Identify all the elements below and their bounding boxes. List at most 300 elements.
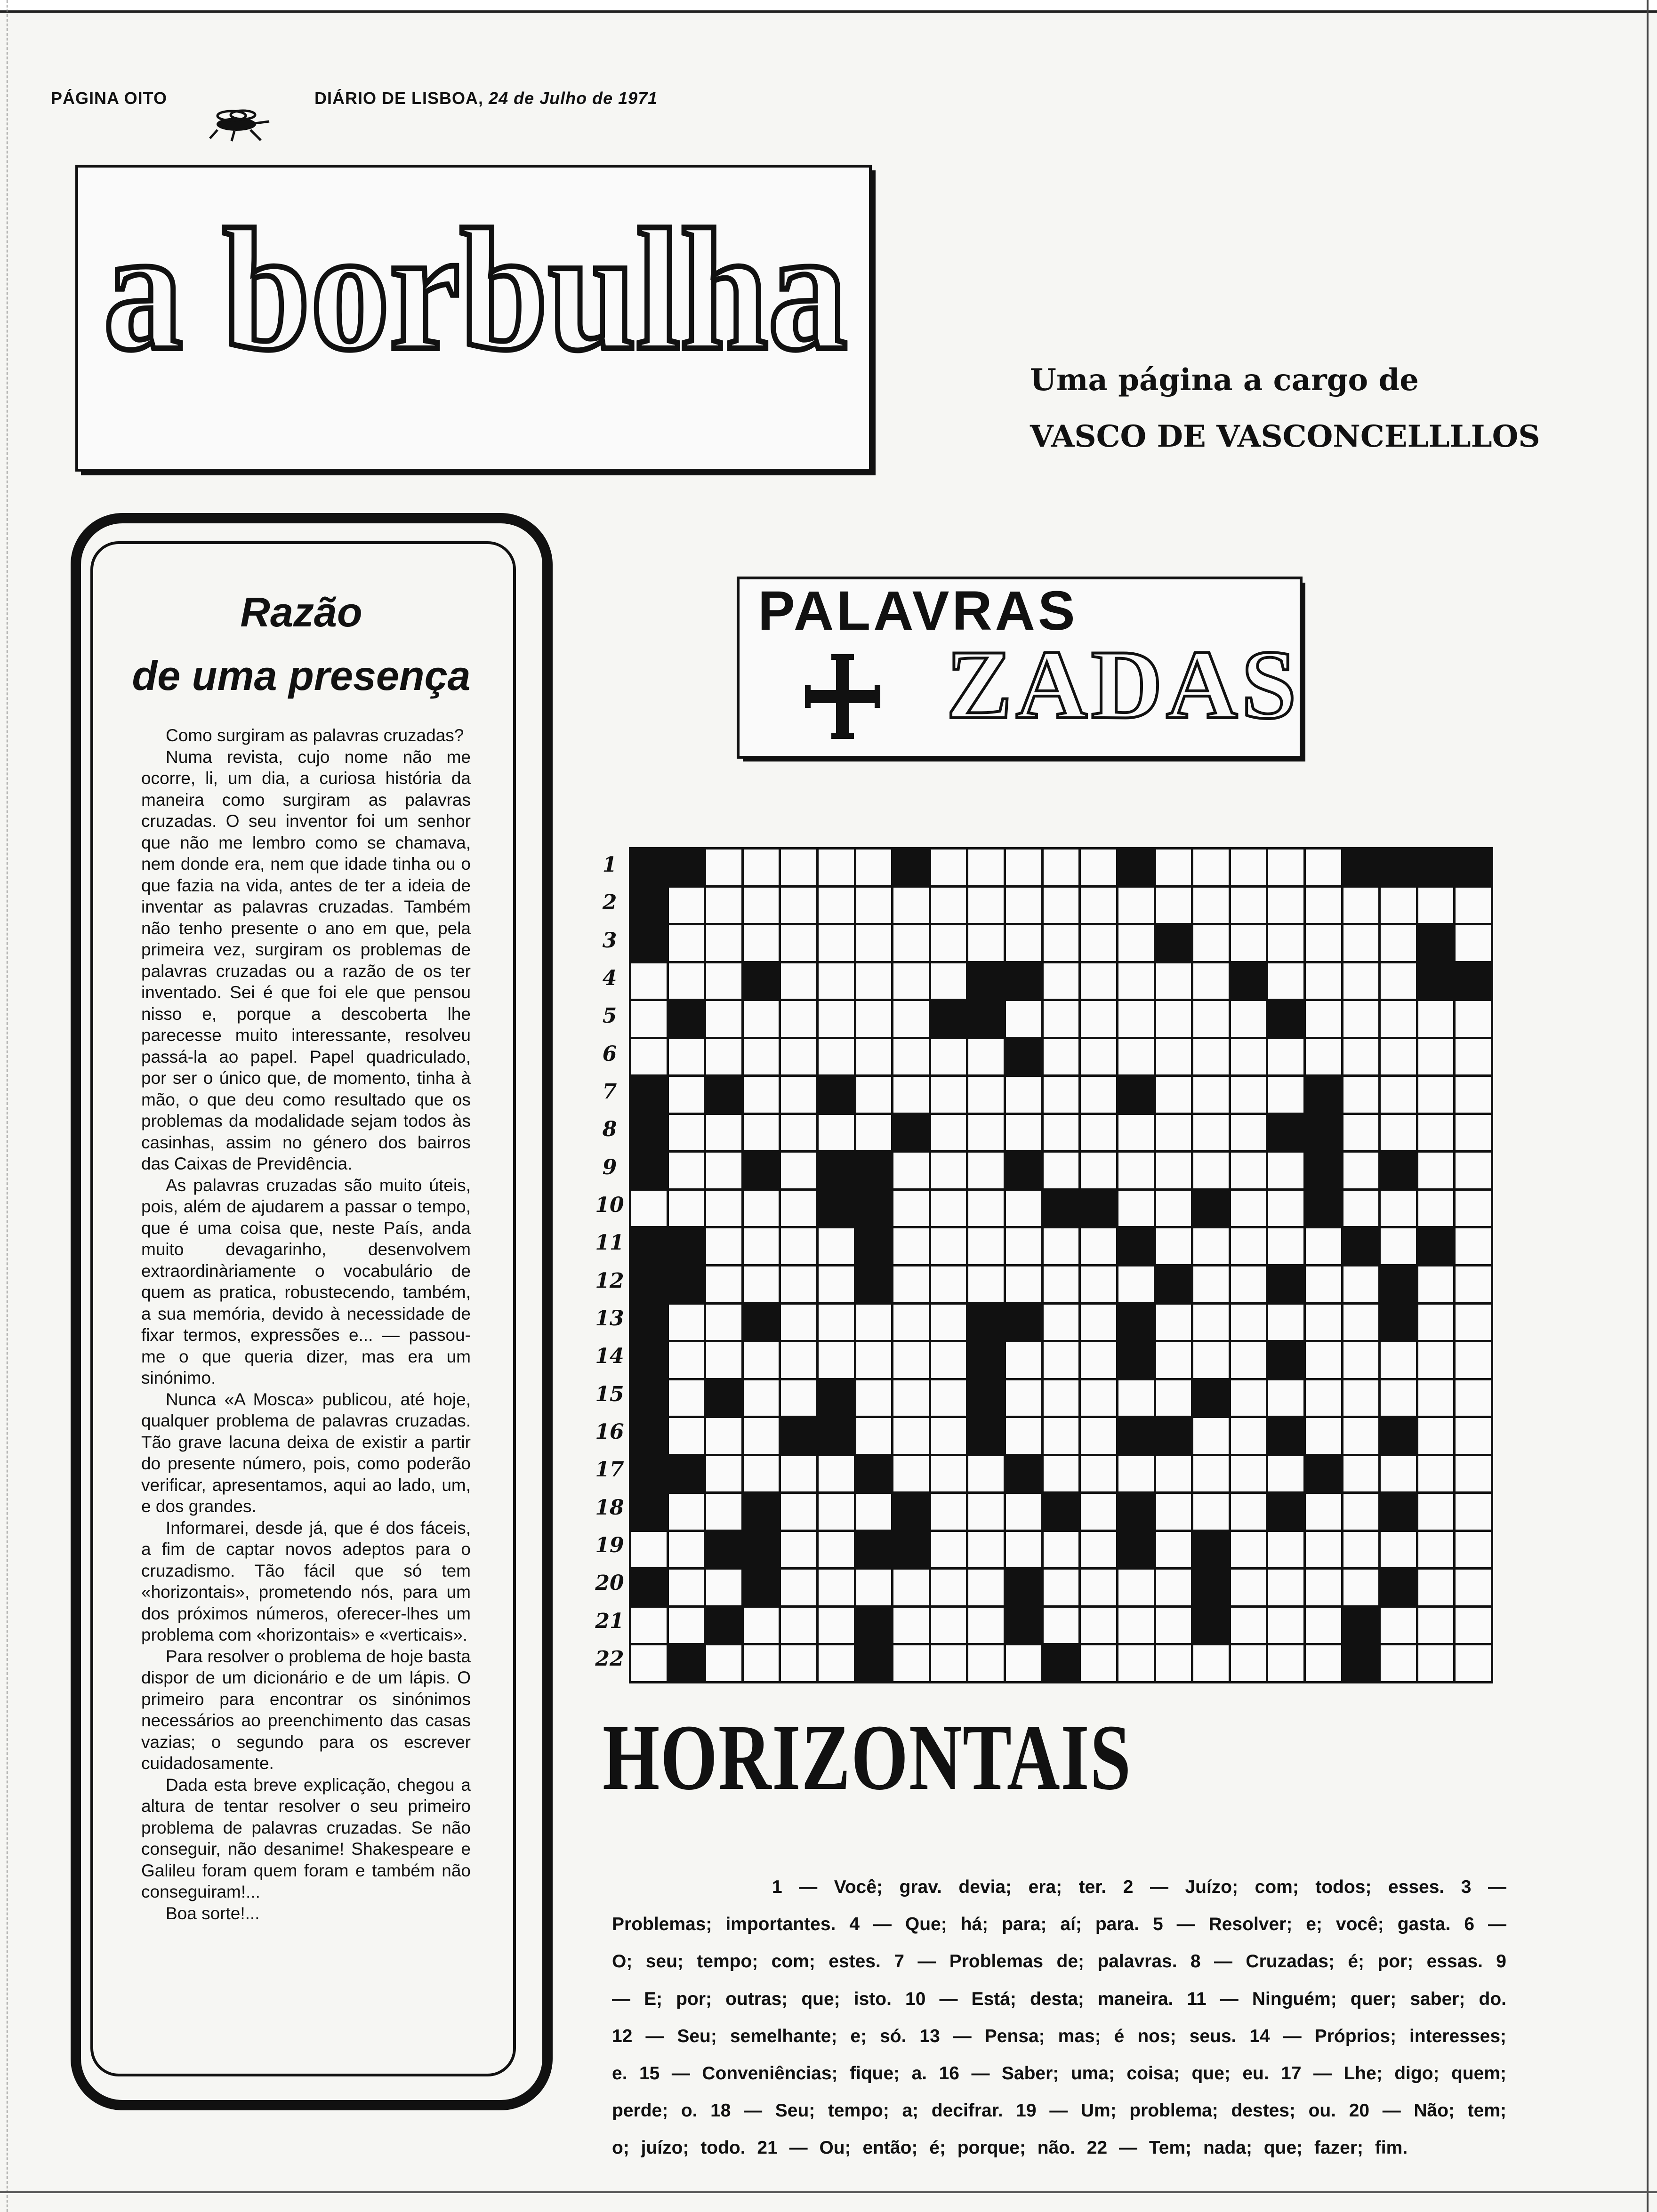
grid-cell[interactable] [819,1342,854,1378]
grid-cell[interactable] [1006,1532,1041,1568]
grid-cell[interactable] [1343,1039,1379,1075]
grid-cell[interactable] [1118,1645,1154,1681]
grid-cell[interactable] [1193,1342,1229,1378]
grid-cell[interactable] [1231,925,1266,961]
grid-cell[interactable] [1418,1608,1454,1643]
grid-cell[interactable] [744,1191,779,1226]
grid-cell[interactable] [1343,1077,1379,1113]
grid-cell[interactable] [706,1342,741,1378]
grid-cell[interactable] [781,888,816,923]
grid-cell[interactable] [1231,1115,1266,1151]
grid-cell[interactable] [669,1191,704,1226]
grid-cell[interactable] [1231,1645,1266,1681]
grid-cell[interactable] [706,925,741,961]
grid-cell[interactable] [1044,888,1079,923]
grid-cell[interactable] [893,963,929,999]
grid-cell[interactable] [1081,1456,1116,1492]
grid-cell[interactable] [1156,1494,1191,1530]
grid-cell[interactable] [706,1456,741,1492]
grid-cell[interactable] [968,1039,1004,1075]
grid-cell[interactable] [1193,1115,1229,1151]
grid-cell[interactable] [669,1115,704,1151]
grid-cell[interactable] [893,925,929,961]
grid-cell[interactable] [1081,850,1116,885]
grid-cell[interactable] [1343,1001,1379,1037]
grid-cell[interactable] [1381,963,1416,999]
grid-cell[interactable] [1231,1342,1266,1378]
grid-cell[interactable] [1193,963,1229,999]
grid-cell[interactable] [1081,1228,1116,1264]
grid-cell[interactable] [1081,1266,1116,1302]
grid-cell[interactable] [669,1380,704,1416]
grid-cell[interactable] [1306,1039,1341,1075]
grid-cell[interactable] [1418,1645,1454,1681]
grid-cell[interactable] [893,1039,929,1075]
grid-cell[interactable] [1343,1532,1379,1568]
grid-cell[interactable] [1231,1380,1266,1416]
grid-cell[interactable] [1081,1342,1116,1378]
grid-cell[interactable] [1081,1494,1116,1530]
grid-cell[interactable] [1081,1645,1116,1681]
grid-cell[interactable] [856,888,892,923]
grid-cell[interactable] [781,1608,816,1643]
grid-cell[interactable] [1231,1418,1266,1454]
grid-cell[interactable] [893,1608,929,1643]
grid-cell[interactable] [931,1532,966,1568]
grid-cell[interactable] [1081,888,1116,923]
grid-cell[interactable] [856,1039,892,1075]
grid-cell[interactable] [781,1456,816,1492]
grid-cell[interactable] [1306,1305,1341,1340]
grid-cell[interactable] [669,963,704,999]
grid-cell[interactable] [1343,1380,1379,1416]
grid-cell[interactable] [931,1305,966,1340]
grid-cell[interactable] [1231,1608,1266,1643]
grid-cell[interactable] [1343,1191,1379,1226]
grid-cell[interactable] [1456,1115,1491,1151]
grid-cell[interactable] [1418,1077,1454,1113]
grid-cell[interactable] [893,1228,929,1264]
grid-cell[interactable] [1418,1039,1454,1075]
grid-cell[interactable] [1081,963,1116,999]
grid-cell[interactable] [631,1532,667,1568]
grid-cell[interactable] [1381,1608,1416,1643]
grid-cell[interactable] [669,1494,704,1530]
grid-cell[interactable] [1081,1115,1116,1151]
grid-cell[interactable] [631,1191,667,1226]
grid-cell[interactable] [1418,888,1454,923]
grid-cell[interactable] [1456,1645,1491,1681]
grid-cell[interactable] [931,1570,966,1605]
grid-cell[interactable] [968,1532,1004,1568]
grid-cell[interactable] [706,1001,741,1037]
grid-cell[interactable] [1456,1342,1491,1378]
grid-cell[interactable] [1044,850,1079,885]
grid-cell[interactable] [1118,1380,1154,1416]
grid-cell[interactable] [1044,1266,1079,1302]
grid-cell[interactable] [1193,1645,1229,1681]
grid-cell[interactable] [669,1418,704,1454]
grid-cell[interactable] [1081,1077,1116,1113]
grid-cell[interactable] [1343,925,1379,961]
grid-cell[interactable] [1306,1001,1341,1037]
grid-cell[interactable] [669,1608,704,1643]
grid-cell[interactable] [706,1418,741,1454]
grid-cell[interactable] [1306,925,1341,961]
grid-cell[interactable] [1343,1418,1379,1454]
grid-cell[interactable] [1456,1608,1491,1643]
grid-cell[interactable] [1156,1305,1191,1340]
grid-cell[interactable] [1044,1570,1079,1605]
grid-cell[interactable] [1343,1153,1379,1188]
grid-cell[interactable] [706,1228,741,1264]
grid-cell[interactable] [819,1001,854,1037]
grid-cell[interactable] [1231,1570,1266,1605]
grid-cell[interactable] [1456,1380,1491,1416]
grid-cell[interactable] [931,1456,966,1492]
grid-cell[interactable] [744,1608,779,1643]
grid-cell[interactable] [1268,1532,1303,1568]
grid-cell[interactable] [1418,1001,1454,1037]
grid-cell[interactable] [1456,1039,1491,1075]
grid-cell[interactable] [1006,850,1041,885]
grid-cell[interactable] [1193,1228,1229,1264]
grid-cell[interactable] [1156,1001,1191,1037]
grid-cell[interactable] [781,1532,816,1568]
grid-cell[interactable] [1044,1342,1079,1378]
grid-cell[interactable] [1156,888,1191,923]
grid-cell[interactable] [856,1342,892,1378]
grid-cell[interactable] [706,1570,741,1605]
grid-cell[interactable] [1456,888,1491,923]
grid-cell[interactable] [968,1645,1004,1681]
grid-cell[interactable] [931,1380,966,1416]
grid-cell[interactable] [1456,1418,1491,1454]
grid-cell[interactable] [931,1342,966,1378]
grid-cell[interactable] [931,1077,966,1113]
grid-cell[interactable] [1306,1266,1341,1302]
grid-cell[interactable] [1268,1380,1303,1416]
grid-cell[interactable] [1006,1266,1041,1302]
grid-cell[interactable] [893,1153,929,1188]
grid-cell[interactable] [819,1608,854,1643]
grid-cell[interactable] [819,1039,854,1075]
grid-cell[interactable] [1118,1191,1154,1226]
grid-cell[interactable] [1381,1115,1416,1151]
grid-cell[interactable] [669,925,704,961]
grid-cell[interactable] [1231,1305,1266,1340]
grid-cell[interactable] [1418,1418,1454,1454]
grid-cell[interactable] [856,1115,892,1151]
grid-cell[interactable] [819,1456,854,1492]
grid-cell[interactable] [1306,1608,1341,1643]
grid-cell[interactable] [706,1645,741,1681]
grid-cell[interactable] [893,1418,929,1454]
grid-cell[interactable] [819,1532,854,1568]
grid-cell[interactable] [856,1077,892,1113]
grid-cell[interactable] [1268,850,1303,885]
grid-cell[interactable] [1268,1153,1303,1188]
grid-cell[interactable] [1343,1456,1379,1492]
grid-cell[interactable] [1006,1380,1041,1416]
grid-cell[interactable] [1418,1570,1454,1605]
grid-cell[interactable] [1193,850,1229,885]
grid-cell[interactable] [669,1342,704,1378]
grid-cell[interactable] [1343,1570,1379,1605]
grid-cell[interactable] [1268,1608,1303,1643]
grid-cell[interactable] [781,1077,816,1113]
grid-cell[interactable] [1456,1570,1491,1605]
grid-cell[interactable] [1044,1115,1079,1151]
grid-cell[interactable] [1381,888,1416,923]
grid-cell[interactable] [1193,1418,1229,1454]
grid-cell[interactable] [1044,1456,1079,1492]
grid-cell[interactable] [1306,1342,1341,1378]
grid-cell[interactable] [893,1266,929,1302]
grid-cell[interactable] [781,963,816,999]
grid-cell[interactable] [1418,1191,1454,1226]
grid-cell[interactable] [781,1494,816,1530]
grid-cell[interactable] [819,888,854,923]
grid-cell[interactable] [1118,1456,1154,1492]
grid-cell[interactable] [669,1532,704,1568]
grid-cell[interactable] [669,1305,704,1340]
grid-cell[interactable] [744,888,779,923]
grid-cell[interactable] [819,925,854,961]
grid-cell[interactable] [781,1645,816,1681]
grid-cell[interactable] [968,850,1004,885]
grid-cell[interactable] [1306,1380,1341,1416]
grid-cell[interactable] [1156,1228,1191,1264]
grid-cell[interactable] [781,1153,816,1188]
grid-cell[interactable] [744,1001,779,1037]
grid-cell[interactable] [781,1342,816,1378]
grid-cell[interactable] [893,1077,929,1113]
grid-cell[interactable] [706,1266,741,1302]
grid-cell[interactable] [1418,1153,1454,1188]
grid-cell[interactable] [1044,1305,1079,1340]
grid-cell[interactable] [1456,1191,1491,1226]
grid-cell[interactable] [1343,1266,1379,1302]
grid-cell[interactable] [856,1380,892,1416]
grid-cell[interactable] [744,1342,779,1378]
grid-cell[interactable] [1118,1153,1154,1188]
grid-cell[interactable] [1381,1191,1416,1226]
grid-cell[interactable] [744,1266,779,1302]
grid-cell[interactable] [1268,1077,1303,1113]
grid-cell[interactable] [781,1305,816,1340]
grid-cell[interactable] [968,925,1004,961]
grid-cell[interactable] [781,925,816,961]
grid-cell[interactable] [1006,1077,1041,1113]
grid-cell[interactable] [744,1077,779,1113]
grid-cell[interactable] [931,1418,966,1454]
grid-cell[interactable] [1156,1380,1191,1416]
grid-cell[interactable] [1231,1228,1266,1264]
grid-cell[interactable] [744,1115,779,1151]
grid-cell[interactable] [744,1456,779,1492]
grid-cell[interactable] [1193,1153,1229,1188]
grid-cell[interactable] [893,1570,929,1605]
grid-cell[interactable] [856,1570,892,1605]
grid-cell[interactable] [1044,1077,1079,1113]
grid-cell[interactable] [1081,925,1116,961]
grid-cell[interactable] [931,1266,966,1302]
grid-cell[interactable] [1306,963,1341,999]
grid-cell[interactable] [1118,925,1154,961]
grid-cell[interactable] [1231,1077,1266,1113]
grid-cell[interactable] [781,1191,816,1226]
grid-cell[interactable] [631,963,667,999]
grid-cell[interactable] [669,888,704,923]
grid-cell[interactable] [1193,1456,1229,1492]
grid-cell[interactable] [631,1608,667,1643]
grid-cell[interactable] [968,1153,1004,1188]
grid-cell[interactable] [1343,1342,1379,1378]
grid-cell[interactable] [1156,1115,1191,1151]
grid-cell[interactable] [1381,1039,1416,1075]
grid-cell[interactable] [893,1001,929,1037]
grid-cell[interactable] [819,1115,854,1151]
grid-cell[interactable] [1044,1608,1079,1643]
grid-cell[interactable] [1418,1115,1454,1151]
grid-cell[interactable] [781,1266,816,1302]
grid-cell[interactable] [744,850,779,885]
grid-cell[interactable] [1231,1456,1266,1492]
grid-cell[interactable] [1306,1418,1341,1454]
grid-cell[interactable] [893,1456,929,1492]
grid-cell[interactable] [1156,1153,1191,1188]
grid-cell[interactable] [1268,963,1303,999]
grid-cell[interactable] [1456,1153,1491,1188]
grid-cell[interactable] [1381,1456,1416,1492]
grid-cell[interactable] [1231,1494,1266,1530]
grid-cell[interactable] [744,1039,779,1075]
grid-cell[interactable] [968,1456,1004,1492]
grid-cell[interactable] [856,1494,892,1530]
grid-cell[interactable] [1081,1039,1116,1075]
grid-cell[interactable] [1044,1228,1079,1264]
grid-cell[interactable] [1156,1191,1191,1226]
grid-cell[interactable] [1006,1418,1041,1454]
grid-cell[interactable] [931,888,966,923]
grid-cell[interactable] [781,850,816,885]
grid-cell[interactable] [781,1570,816,1605]
grid-cell[interactable] [1118,963,1154,999]
grid-cell[interactable] [1081,1532,1116,1568]
grid-cell[interactable] [1381,1380,1416,1416]
grid-cell[interactable] [1306,888,1341,923]
grid-cell[interactable] [1418,1305,1454,1340]
grid-cell[interactable] [1156,1645,1191,1681]
grid-cell[interactable] [931,1608,966,1643]
grid-cell[interactable] [856,1001,892,1037]
grid-cell[interactable] [1306,850,1341,885]
grid-cell[interactable] [1456,1494,1491,1530]
grid-cell[interactable] [1343,1494,1379,1530]
grid-cell[interactable] [1081,1608,1116,1643]
grid-cell[interactable] [1118,1608,1154,1643]
grid-cell[interactable] [1268,1305,1303,1340]
grid-cell[interactable] [706,1153,741,1188]
grid-cell[interactable] [1268,1645,1303,1681]
grid-cell[interactable] [1156,1570,1191,1605]
grid-cell[interactable] [1006,1115,1041,1151]
grid-cell[interactable] [1193,925,1229,961]
grid-cell[interactable] [1118,1266,1154,1302]
grid-cell[interactable] [1006,925,1041,961]
grid-cell[interactable] [781,1115,816,1151]
grid-cell[interactable] [1418,1456,1454,1492]
grid-cell[interactable] [706,1191,741,1226]
grid-cell[interactable] [1118,1570,1154,1605]
grid-cell[interactable] [1081,1570,1116,1605]
grid-cell[interactable] [968,1570,1004,1605]
grid-cell[interactable] [744,1380,779,1416]
grid-cell[interactable] [1044,1532,1079,1568]
grid-cell[interactable] [893,1191,929,1226]
grid-cell[interactable] [1156,1039,1191,1075]
grid-cell[interactable] [931,1191,966,1226]
grid-cell[interactable] [1306,1494,1341,1530]
grid-cell[interactable] [931,1153,966,1188]
grid-cell[interactable] [1193,1266,1229,1302]
grid-cell[interactable] [819,1266,854,1302]
grid-cell[interactable] [856,925,892,961]
grid-cell[interactable] [1456,925,1491,961]
grid-cell[interactable] [744,925,779,961]
grid-cell[interactable] [1118,1115,1154,1151]
grid-cell[interactable] [706,850,741,885]
grid-cell[interactable] [1006,1228,1041,1264]
grid-cell[interactable] [1081,1418,1116,1454]
grid-cell[interactable] [1456,1266,1491,1302]
grid-cell[interactable] [931,1494,966,1530]
grid-cell[interactable] [1081,1153,1116,1188]
grid-cell[interactable] [1268,1191,1303,1226]
grid-cell[interactable] [1418,1266,1454,1302]
grid-cell[interactable] [1156,1342,1191,1378]
grid-cell[interactable] [1418,1494,1454,1530]
grid-cell[interactable] [669,1570,704,1605]
grid-cell[interactable] [1231,1039,1266,1075]
grid-cell[interactable] [631,1645,667,1681]
grid-cell[interactable] [931,963,966,999]
grid-cell[interactable] [1381,925,1416,961]
grid-cell[interactable] [1268,1570,1303,1605]
grid-cell[interactable] [968,1191,1004,1226]
grid-cell[interactable] [893,1380,929,1416]
grid-cell[interactable] [1456,1305,1491,1340]
grid-cell[interactable] [1268,888,1303,923]
grid-cell[interactable] [1343,963,1379,999]
grid-cell[interactable] [893,888,929,923]
grid-cell[interactable] [968,1077,1004,1113]
grid-cell[interactable] [819,850,854,885]
grid-cell[interactable] [1118,1001,1154,1037]
grid-cell[interactable] [1231,1191,1266,1226]
grid-cell[interactable] [1118,888,1154,923]
grid-cell[interactable] [1306,1570,1341,1605]
grid-cell[interactable] [706,1494,741,1530]
grid-cell[interactable] [1381,1001,1416,1037]
grid-cell[interactable] [1193,1077,1229,1113]
grid-cell[interactable] [819,1570,854,1605]
grid-cell[interactable] [1343,1115,1379,1151]
grid-cell[interactable] [1343,1305,1379,1340]
grid-cell[interactable] [1231,1153,1266,1188]
grid-cell[interactable] [706,888,741,923]
